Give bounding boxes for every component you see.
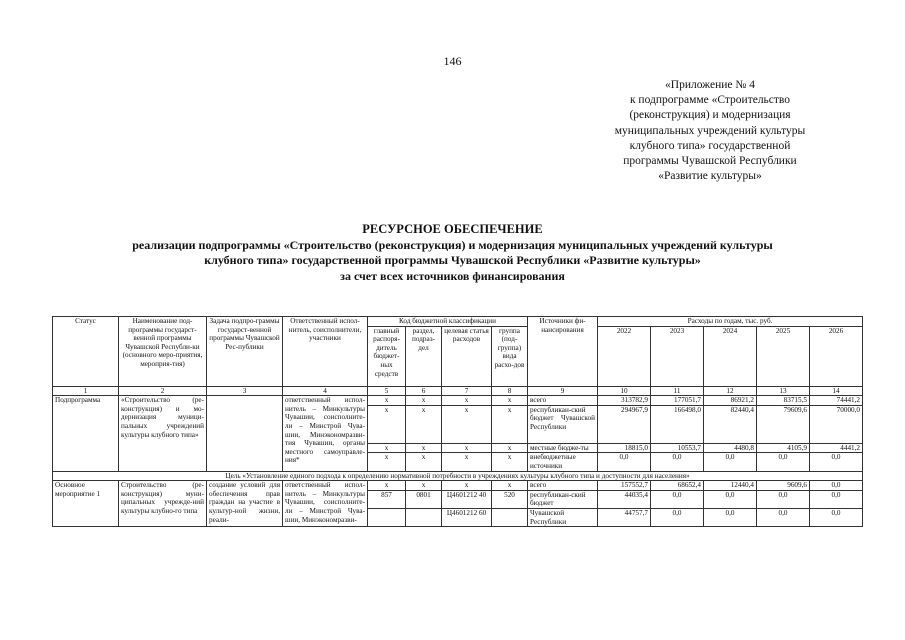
- cell-value: 12440,4: [704, 481, 757, 491]
- col-number: 7: [442, 386, 492, 396]
- cell-value: 10553,7: [651, 443, 704, 453]
- cell-source: местные бюдже-ты: [528, 443, 598, 453]
- cell-article: x: [442, 405, 492, 443]
- appendix-line: клубного типа» государственной: [629, 139, 791, 152]
- header-bc-article: целевая статья расходов: [442, 326, 492, 386]
- cell-value: 0,0: [757, 453, 810, 471]
- col-number: 4: [283, 386, 368, 396]
- resource-table: [52, 316, 863, 527]
- cell-value: 68652,4: [651, 481, 704, 491]
- cell-value: 0,0: [810, 508, 863, 526]
- header-year: 2024: [704, 326, 757, 386]
- cell-value: 0,0: [810, 453, 863, 471]
- col-number: 11: [651, 386, 704, 396]
- cell-section: x: [406, 405, 442, 443]
- cell-source: Чувашской Республики: [528, 508, 598, 526]
- cell-value: 0,0: [651, 453, 704, 471]
- cell-value: 44757,7: [598, 508, 651, 526]
- cell-value: 79609,6: [757, 405, 810, 443]
- cell-group: 520: [492, 490, 528, 508]
- row-status: Основное мероприятие 1: [53, 481, 119, 527]
- table-row: [53, 481, 863, 491]
- cell-article: x: [442, 443, 492, 453]
- row-name: Строительство (ре-конструкция) муни-ципальных учрежде-ний культуры клубно-го типа: [119, 481, 207, 527]
- page-number: 146: [443, 54, 462, 68]
- cell-group: x: [492, 443, 528, 453]
- cell-article: x: [442, 481, 492, 491]
- cell-article: Ц4601212 40: [442, 490, 492, 508]
- appendix-line: программы Чувашской Республики: [623, 155, 797, 168]
- cell-source: всего: [528, 396, 598, 406]
- cell-grbs: x: [368, 443, 406, 453]
- document-title: [40, 222, 865, 284]
- row-responsible: ответственный испол-нитель – Минкультуры Чувашии, соисполните-ли – Минстрой Чува-шии, Минэкономразви-: [283, 481, 368, 527]
- header-year: 2025: [757, 326, 810, 386]
- cell-article: x: [442, 396, 492, 406]
- header-year: 2026: [810, 326, 863, 386]
- cell-value: 157552,7: [598, 481, 651, 491]
- header-row: [53, 317, 863, 327]
- cell-value: 0,0: [704, 490, 757, 508]
- col-number: 12: [704, 386, 757, 396]
- cell-value: 4480,8: [704, 443, 757, 453]
- cell-value: 9609,6: [757, 481, 810, 491]
- cell-value: 0,0: [757, 490, 810, 508]
- row-name: «Строительство (ре-конструкция) и мо-дернизация муници-пальных учреждений культуры клубного типа»: [119, 396, 207, 471]
- cell-value: 0,0: [757, 508, 810, 526]
- cell-value: 0,0: [704, 453, 757, 471]
- appendix-line: «Развитие культуры»: [658, 170, 762, 183]
- col-number: 14: [810, 386, 863, 396]
- title-line: клубного типа» государственной программы Чувашской Республики «Развитие культуры»: [204, 253, 701, 267]
- cell-value: 0,0: [598, 453, 651, 471]
- cell-grbs: x: [368, 396, 406, 406]
- header-budget-code: Код бюджетной классификации: [368, 317, 528, 327]
- cell-section: x: [406, 453, 442, 471]
- goal-text: Цель «Установление единого подхода к определению нормативной потребности в учреждениях культуры клубного типа и доступности для населения»: [53, 471, 863, 481]
- header-bc-section: раздел, подраз-дел: [406, 326, 442, 386]
- cell-section: x: [406, 443, 442, 453]
- cell-value: 70000,0: [810, 405, 863, 443]
- cell-grbs: 857: [368, 490, 406, 508]
- cell-value: 0,0: [651, 508, 704, 526]
- title-line: РЕСУРСНОЕ ОБЕСПЕЧЕНИЕ: [362, 222, 543, 236]
- row-task: [207, 396, 283, 471]
- cell-article: x: [442, 453, 492, 471]
- cell-article: Ц4601212 60: [442, 508, 492, 526]
- header-year: 2022: [598, 326, 651, 386]
- cell-section: x: [406, 396, 442, 406]
- cell-group: [492, 508, 528, 526]
- header-status: Статус: [53, 317, 119, 387]
- col-number: 1: [53, 386, 119, 396]
- col-number: 13: [757, 386, 810, 396]
- cell-group: x: [492, 405, 528, 443]
- appendix-line: «Приложение № 4: [665, 79, 755, 91]
- cell-group: x: [492, 453, 528, 471]
- header-sources: Источники фи-нансирования: [528, 317, 598, 387]
- column-number-row: [53, 386, 863, 396]
- cell-value: 177051,7: [651, 396, 704, 406]
- appendix-note: [560, 78, 860, 184]
- cell-value: 166498,0: [651, 405, 704, 443]
- cell-value: 74441,2: [810, 396, 863, 406]
- cell-section: 0801: [406, 490, 442, 508]
- col-number: 6: [406, 386, 442, 396]
- header-bc-group: группа (под-группа) вида расхо-дов: [492, 326, 528, 386]
- row-task: создание условий для обеспечения прав граждан на участие в культур-ной жизни, реали-: [207, 481, 283, 527]
- col-number: 3: [207, 386, 283, 396]
- appendix-line: к подпрограмме «Строительство: [629, 94, 791, 107]
- cell-source: внебюджетные источники: [528, 453, 598, 471]
- header-expenses: Расходы по годам, тыс. руб.: [598, 317, 863, 327]
- col-number: 10: [598, 386, 651, 396]
- title-line: за счет всех источников финансирования: [340, 268, 565, 283]
- col-number: 8: [492, 386, 528, 396]
- col-number: 9: [528, 386, 598, 396]
- title-line: реализации подпрограммы «Строительство (реконструкция) и модернизация муниципальных учреждений культуры: [132, 237, 773, 252]
- cell-grbs: x: [368, 405, 406, 443]
- cell-value: 4441,2: [810, 443, 863, 453]
- row-responsible: ответственный испол-нитель – Минкультуры Чувашии, соисполните-ли – Минстрой Чува-шии, Минэкономразви-тия Чувашии, органы местного самоуправле-ния*: [283, 396, 368, 471]
- cell-grbs: x: [368, 453, 406, 471]
- header-task: Задача подпро-граммы государст-венной программы Чувашской Рес-публики: [207, 317, 283, 387]
- cell-value: 313782,9: [598, 396, 651, 406]
- table-row: [53, 396, 863, 406]
- cell-source: всего: [528, 481, 598, 491]
- cell-value: 18815,0: [598, 443, 651, 453]
- cell-value: 4105,9: [757, 443, 810, 453]
- cell-value: 0,0: [810, 481, 863, 491]
- goal-row: [53, 471, 863, 481]
- cell-source: республикан-ский бюджет Чувашской Республики: [528, 405, 598, 443]
- cell-section: x: [406, 481, 442, 491]
- cell-value: 83715,5: [757, 396, 810, 406]
- header-bc-grbs: главный распоря-дитель бюджет-ных средств: [368, 326, 406, 386]
- header-name: Наименование под-программы государст-венной программы Чувашской Республи-ки (основного меро-приятия, мероприя-тия): [119, 317, 207, 387]
- cell-group: x: [492, 396, 528, 406]
- cell-group: x: [492, 481, 528, 491]
- header-responsible: Ответственный испол-нитель, соисполнители, участники: [283, 317, 368, 387]
- row-status: Подпрограмма: [53, 396, 119, 471]
- header-year: 2023: [651, 326, 704, 386]
- cell-value: 82440,4: [704, 405, 757, 443]
- cell-value: 294967,9: [598, 405, 651, 443]
- cell-grbs: x: [368, 481, 406, 491]
- cell-value: 86921,2: [704, 396, 757, 406]
- col-number: 2: [119, 386, 207, 396]
- cell-value: 0,0: [651, 490, 704, 508]
- cell-grbs: [368, 508, 406, 526]
- col-number: 5: [368, 386, 406, 396]
- appendix-line: (реконструкция) и модернизация: [629, 109, 791, 122]
- cell-section: [406, 508, 442, 526]
- cell-source: республикан-ский бюджет: [528, 490, 598, 508]
- cell-value: 44035,4: [598, 490, 651, 508]
- cell-value: 0,0: [810, 490, 863, 508]
- appendix-line: муниципальных учреждений культуры: [614, 124, 806, 137]
- cell-value: 0,0: [704, 508, 757, 526]
